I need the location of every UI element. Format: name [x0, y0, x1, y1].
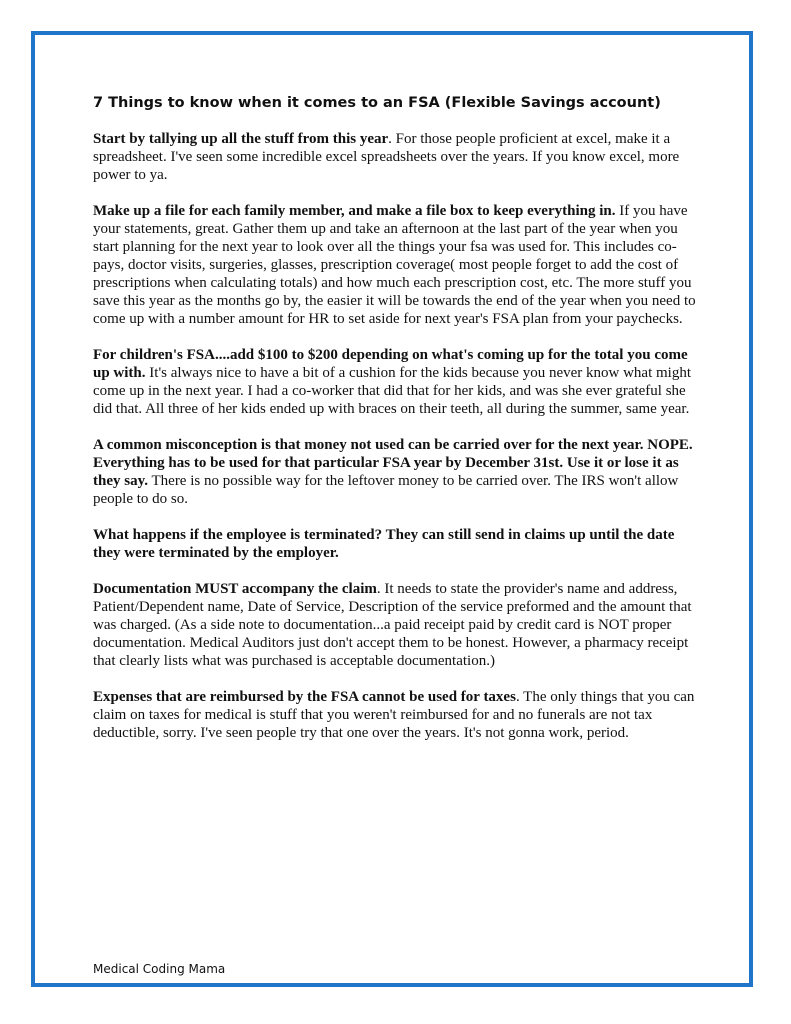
- paragraph-documentation: [93, 580, 701, 670]
- document-title: 7 Things to know when it comes to an FSA (Flexible Savings account): [93, 95, 661, 111]
- paragraph-lead: Documentation MUST accompany the claim: [93, 581, 377, 597]
- paragraph-body: . The only things that you can claim on taxes for medical is stuff that you weren't reimbursed for and no funerals are not tax deductible, sorry. I've seen people try that one over the years. It's not gonna work, period.: [93, 689, 695, 741]
- paragraph-terminated: [93, 526, 701, 562]
- paragraph-body: If you have your statements, great. Gather them up and take an afternoon at the last part of the year when you start planning for the next year to look over all the things your fsa was used for. This includes co-pays, doctor visits, surgeries, glasses, prescription coverage( most people forget to add the cost of prescriptions when calculating totals) and how much each prescription cost, etc. The more stuff you save this year as the months go by, the easier it will be towards the end of the year when you need to come up with a number amount for HR to set aside for next year's FSA plan from your paychecks.: [93, 203, 696, 327]
- paragraph-body: . For those people proficient at excel, make it a spreadsheet. I've seen some incredible excel spreadsheets over the years. If you know excel, more power to ya.: [93, 131, 680, 183]
- page-footer: Medical Coding Mama: [93, 962, 226, 976]
- paragraph-lead: A common misconception is that money not used can be carried over for the next year. NOPE. Everything has to be used for that particular FSA year by December 31st. Use it or lose it as they say.: [93, 437, 693, 489]
- paragraph-lead: Make up a file for each family member, and make a file box to keep everything in.: [93, 203, 616, 219]
- paragraph-taxes: [93, 688, 701, 742]
- paragraph-tally: [93, 130, 701, 184]
- paragraph-misconception: [93, 436, 701, 508]
- paragraph-children-fsa: [93, 346, 701, 418]
- paragraph-lead: What happens if the employee is terminated? They can still send in claims up until the date they were terminated by the employer.: [93, 527, 675, 561]
- document-body: [93, 93, 701, 760]
- paragraph-body: . It needs to state the provider's name and address, Patient/Dependent name, Date of Service, Description of the service preformed and the amount that was charged. (As a side note to documentation...a paid receipt paid by credit card is NOT proper documentation. Medical Auditors just don't accept them to be honest. However, a pharmacy receipt that clearly lists what was purchased is acceptable documentation.): [93, 581, 692, 669]
- paragraph-lead: Start by tallying up all the stuff from this year: [93, 131, 389, 147]
- paragraph-lead: For children's FSA....add $100 to $200 depending on what's coming up for the total you come up with.: [93, 347, 688, 381]
- paragraph-file-box: [93, 202, 701, 328]
- paragraph-body: There is no possible way for the leftover money to be carried over. The IRS won't allow people to do so.: [93, 473, 679, 507]
- paragraph-body: It's always nice to have a bit of a cushion for the kids because you never know what might come up in the next year. I had a co-worker that did that for her kids, and was she ever grateful she did that. All three of her kids ended up with braces on their teeth, all during the summer, same year.: [93, 365, 692, 417]
- paragraph-lead: Expenses that are reimbursed by the FSA cannot be used for taxes: [93, 689, 516, 705]
